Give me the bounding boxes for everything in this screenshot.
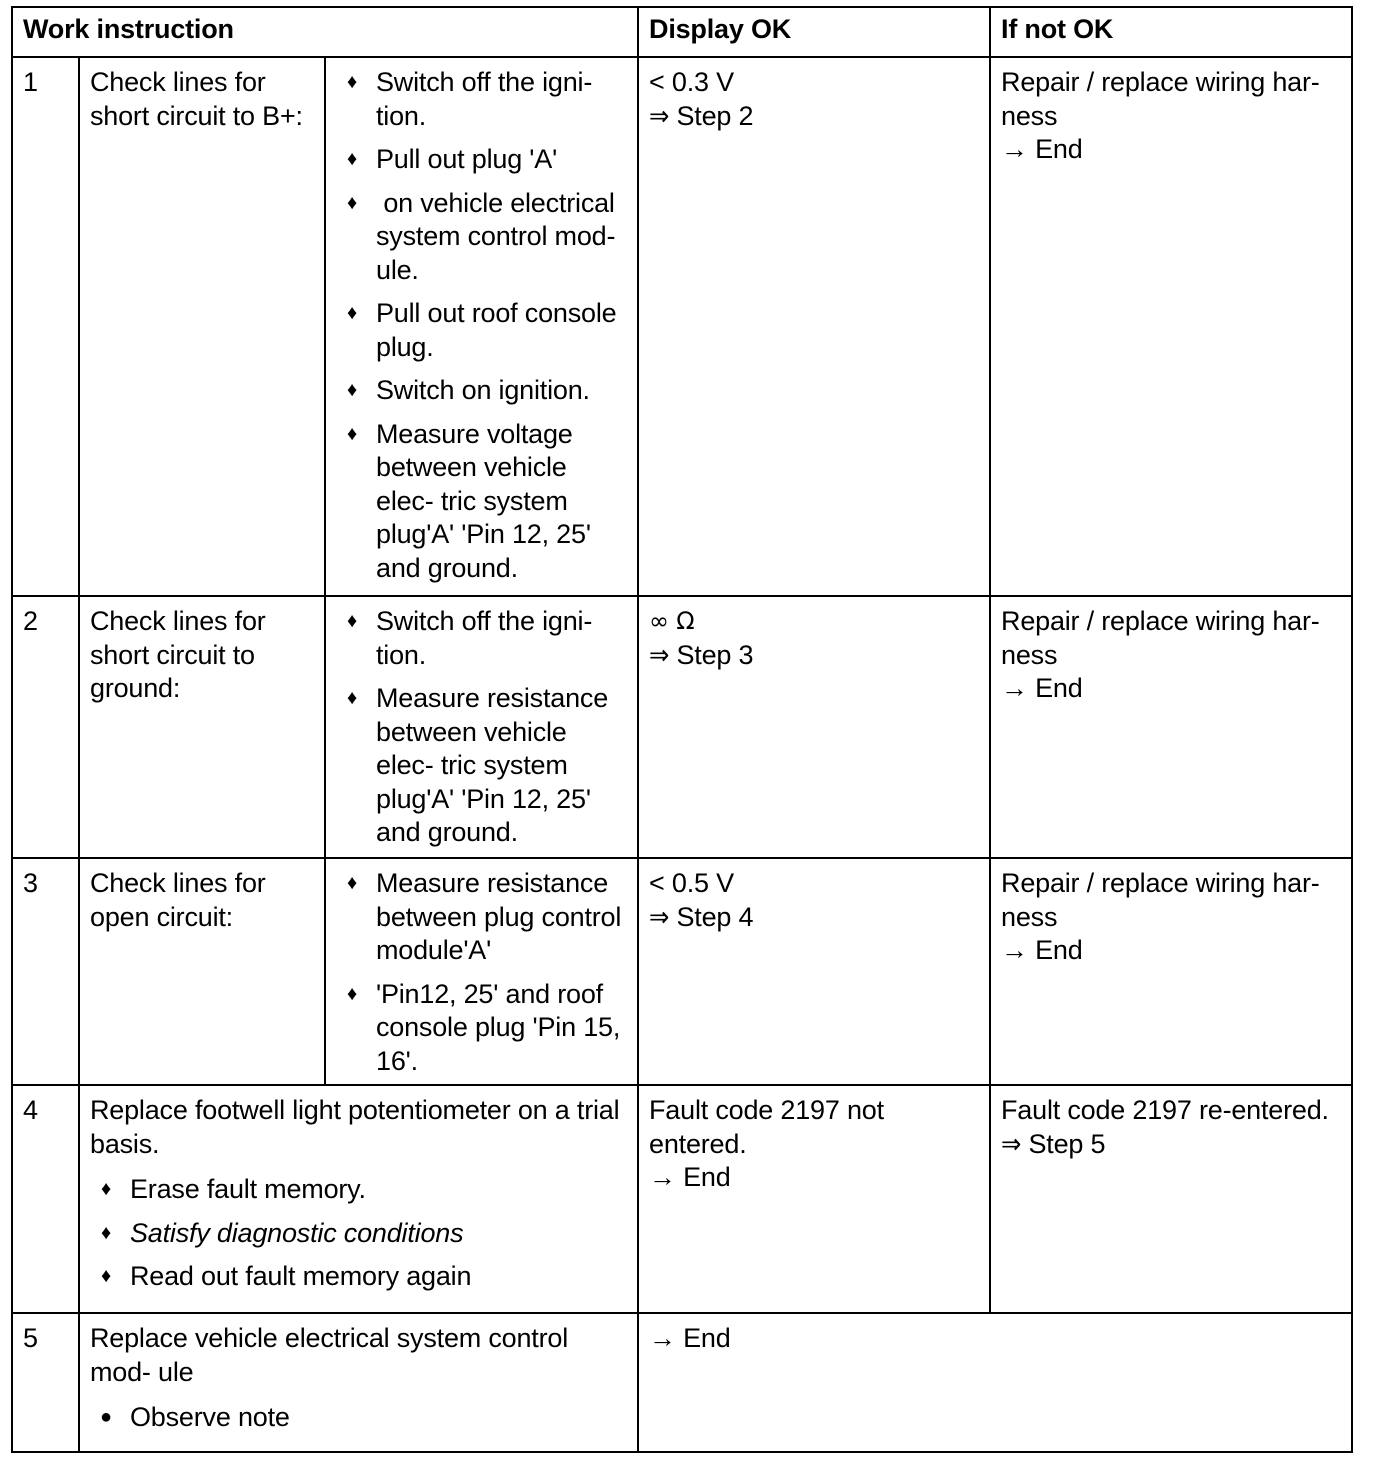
step-number: 4: [12, 1085, 79, 1313]
list-item: ♦ Satisfy diagnostic conditions: [90, 1217, 628, 1251]
if-not-ok-next: → End: [1001, 673, 1083, 703]
instruction-list: [336, 867, 628, 1078]
display-ok-value: < 0.5 V: [649, 868, 734, 898]
step-number: 3: [12, 858, 79, 1085]
dot-bullet-icon: ●: [100, 1406, 112, 1428]
list-item: ♦ Measure resistance between vehicle elec- tric system plug'A' 'Pin 12, 25' and ground.: [336, 682, 628, 850]
header-row: [12, 7, 1352, 57]
if-not-ok-next: → End: [1001, 935, 1083, 965]
display-ok-value: < 0.3 V: [649, 67, 734, 97]
step-number: 2: [12, 596, 79, 858]
list-item: ♦ Measure voltage between vehicle elec- tric system plug'A' 'Pin 12, 25' and ground.: [336, 418, 628, 586]
instruction-list: [90, 1173, 628, 1294]
if-not-ok-next: ⇒ Step 5: [1001, 1128, 1106, 1159]
display-ok-value: Fault code 2197 not entered.: [649, 1095, 884, 1159]
if-not-ok-action: Repair / replace wiring har- ness: [1001, 67, 1320, 131]
list-item: ♦ on vehicle electrical system control mod- ule.: [336, 187, 628, 288]
instruction-cell: [79, 1085, 638, 1313]
header-work-instruction: Work instruction: [12, 7, 638, 57]
instruction-list: [336, 66, 628, 585]
if-not-ok-action: Repair / replace wiring har- ness: [1001, 868, 1320, 932]
diamond-bullet-icon: ♦: [346, 379, 357, 401]
display-ok-next-step: ⇒ Step 4: [649, 901, 754, 932]
diamond-bullet-icon: ♦: [346, 71, 357, 93]
list-item: ♦ Switch off the igni- tion.: [336, 66, 628, 133]
work-instruction-table: [11, 6, 1353, 1453]
diamond-bullet-icon: ♦: [346, 872, 357, 894]
list-item: ♦ Pull out roof console plug.: [336, 297, 628, 364]
header-if-not-ok: If not OK: [990, 7, 1352, 57]
instruction-text: Replace footwell light potentiometer on a trial basis.: [90, 1095, 620, 1159]
instruction-cell: [79, 1313, 638, 1452]
if-not-ok-action: Repair / replace wiring har- ness: [1001, 606, 1320, 670]
if-not-ok-cell: [990, 596, 1352, 858]
display-ok-cell: [638, 1313, 1352, 1452]
diamond-bullet-icon: ♦: [346, 148, 357, 170]
display-ok-next-step: ⇒ Step 3: [649, 639, 754, 670]
diamond-bullet-icon: ♦: [100, 1178, 111, 1200]
table-row: [12, 57, 1352, 596]
instruction-text: Replace vehicle electrical system control mod- ule: [90, 1323, 568, 1387]
if-not-ok-next: → End: [1001, 134, 1083, 164]
list-item: ♦ Pull out plug 'A': [336, 143, 628, 177]
table-row: [12, 1313, 1352, 1452]
table-row: [12, 596, 1352, 858]
diamond-bullet-icon: ♦: [100, 1265, 111, 1287]
display-ok-next-step: ⇒ Step 2: [649, 100, 754, 131]
header-display-ok: Display OK: [638, 7, 990, 57]
list-item: ♦ Read out fault memory again: [90, 1260, 628, 1294]
diamond-bullet-icon: ♦: [346, 610, 357, 632]
display-ok-value: ∞ Ω: [649, 607, 695, 635]
diamond-bullet-icon: ♦: [100, 1221, 111, 1244]
check-description: Check lines for short circuit to ground:: [79, 596, 325, 858]
if-not-ok-action: Fault code 2197 re-entered.: [1001, 1095, 1329, 1125]
instruction-list: [336, 605, 628, 850]
display-ok-next-step: → End: [649, 1323, 731, 1353]
display-ok-next-step: → End: [649, 1162, 731, 1192]
if-not-ok-cell: [990, 57, 1352, 596]
table-row: [12, 1085, 1352, 1313]
instruction-list: [90, 1401, 628, 1435]
diamond-bullet-icon: ♦: [346, 422, 357, 445]
check-description: Check lines for open circuit:: [79, 858, 325, 1085]
display-ok-cell: [638, 1085, 990, 1313]
table-row: [12, 858, 1352, 1085]
diamond-bullet-icon: ♦: [346, 191, 357, 214]
display-ok-cell: [638, 858, 990, 1085]
display-ok-cell: [638, 596, 990, 858]
check-description: Check lines for short circuit to B+:: [79, 57, 325, 596]
diamond-bullet-icon: ♦: [346, 687, 357, 709]
step-number: 1: [12, 57, 79, 596]
instruction-list-cell: [325, 858, 638, 1085]
diamond-bullet-icon: ♦: [346, 302, 357, 324]
step-number: 5: [12, 1313, 79, 1452]
instruction-list-cell: [325, 596, 638, 858]
instruction-list-cell: [325, 57, 638, 596]
if-not-ok-cell: [990, 1085, 1352, 1313]
list-item: ♦ Switch on ignition.: [336, 374, 628, 408]
display-ok-cell: [638, 57, 990, 596]
if-not-ok-cell: [990, 858, 1352, 1085]
list-item: ♦ Measure resistance between plug control module'A': [336, 867, 628, 968]
list-item: ● Observe note: [90, 1401, 628, 1435]
list-item: ♦ 'Pin12, 25' and roof console plug 'Pin 15, 16'.: [336, 978, 628, 1079]
diamond-bullet-icon: ♦: [346, 982, 357, 1005]
list-item: ♦ Switch off the igni- tion.: [336, 605, 628, 672]
list-item: ♦ Erase fault memory.: [90, 1173, 628, 1207]
